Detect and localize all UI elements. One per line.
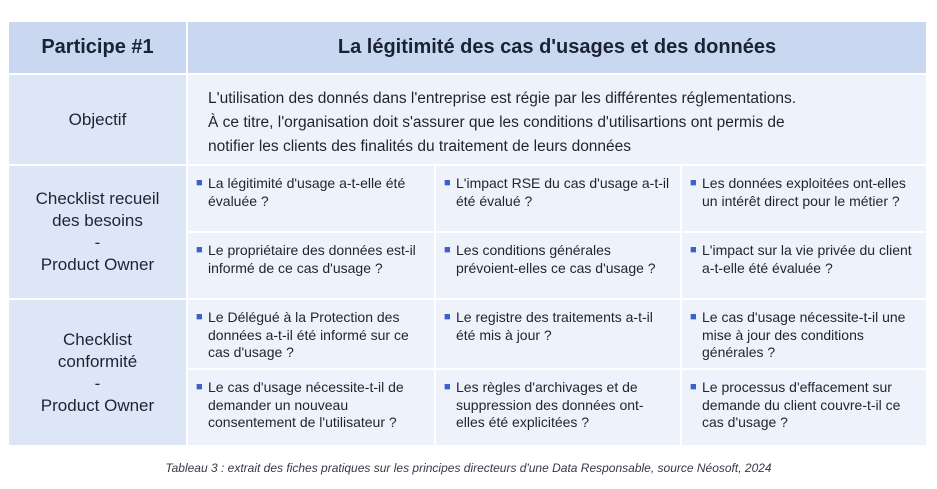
checklist-item [436, 370, 682, 445]
item-text: Le propriétaire des données est-il informé de ce cas d'usage ? [208, 242, 416, 276]
bullet-icon: ■ [196, 381, 203, 393]
item-text: Les données exploitées ont-elles un intérêt direct pour le métier ? [702, 175, 906, 209]
checklist-item [682, 166, 926, 233]
checklist-item [682, 300, 926, 370]
table-caption: Tableau 3 : extrait des fiches pratiques sur les principes directeurs d'une Data Responsable, source Néosoft, 2024 [165, 461, 772, 475]
objectif-line: notifier les clients des finalités du traitement de leurs données [208, 138, 632, 155]
checklist-item [682, 233, 926, 300]
item-text: Le registre des traitements a-t-il été mis à jour ? [456, 309, 653, 343]
label-line: Product Owner [40, 255, 155, 274]
objectif-line: À ce titre, l'organisation doit s'assurer que les conditions d'utilisartions ont permis de [208, 114, 785, 131]
bullet-icon: ■ [444, 311, 451, 323]
bullet-icon: ■ [690, 177, 697, 189]
header-participe: Participe #1 [9, 22, 188, 75]
item-text: Le cas d'usage nécessite-t-il une mise à jour des conditions générales ? [702, 309, 906, 360]
label-line: des besoins [52, 211, 143, 230]
checklist-item [436, 166, 682, 233]
principles-table [9, 22, 926, 445]
label-line: Checklist recueil [35, 189, 160, 208]
header-title: La légitimité des cas d'usages et des données [188, 22, 926, 75]
label-line: conformité [57, 351, 138, 371]
label-line: Product Owner [40, 395, 155, 415]
label-line: - [94, 373, 101, 393]
bullet-icon: ■ [444, 381, 451, 393]
bullet-icon: ■ [690, 311, 697, 323]
bullet-icon: ■ [444, 244, 451, 256]
objectif-line: L'utilisation des donnés dans l'entreprise est régie par les différentes réglementations. [208, 90, 797, 107]
checklist-item [188, 370, 436, 445]
item-text: Le Délégué à la Protection des données a-t-il été informé sur ce cas d'usage ? [208, 309, 409, 360]
item-text: L'impact sur la vie privée du client a-t-elle été évaluée ? [702, 242, 912, 276]
item-text: Le cas d'usage nécessite-t-il de demander un nouveau consentement de l'utilisateur ? [208, 379, 404, 430]
bullet-icon: ■ [444, 177, 451, 189]
bullet-icon: ■ [690, 381, 697, 393]
item-text: L'impact RSE du cas d'usage a-t-il été évalué ? [456, 175, 670, 209]
item-text: Le processus d'effacement sur demande du client couvre-t-il ce cas d'usage ? [702, 379, 901, 430]
row-label-objectif: Objectif [9, 75, 188, 166]
row-label-checklist-conformite [9, 300, 188, 445]
item-text: Les règles d'archivages et de suppression des données ont-elles été explicitées ? [456, 379, 644, 430]
checklist-item [682, 370, 926, 445]
checklist-item [188, 233, 436, 300]
label-line: - [94, 233, 101, 252]
bullet-icon: ■ [196, 244, 203, 256]
item-text: Les conditions générales prévoient-elles ce cas d'usage ? [456, 242, 656, 276]
checklist-item [436, 233, 682, 300]
bullet-icon: ■ [196, 177, 203, 189]
item-text: La légitimité d'usage a-t-elle été évaluée ? [208, 175, 406, 209]
bullet-icon: ■ [196, 311, 203, 323]
checklist-item [436, 300, 682, 370]
bullet-icon: ■ [690, 244, 697, 256]
objectif-text [188, 75, 926, 166]
label-line: Checklist [63, 329, 132, 349]
checklist-item [188, 300, 436, 370]
row-label-checklist-besoins [9, 166, 188, 300]
checklist-item [188, 166, 436, 233]
